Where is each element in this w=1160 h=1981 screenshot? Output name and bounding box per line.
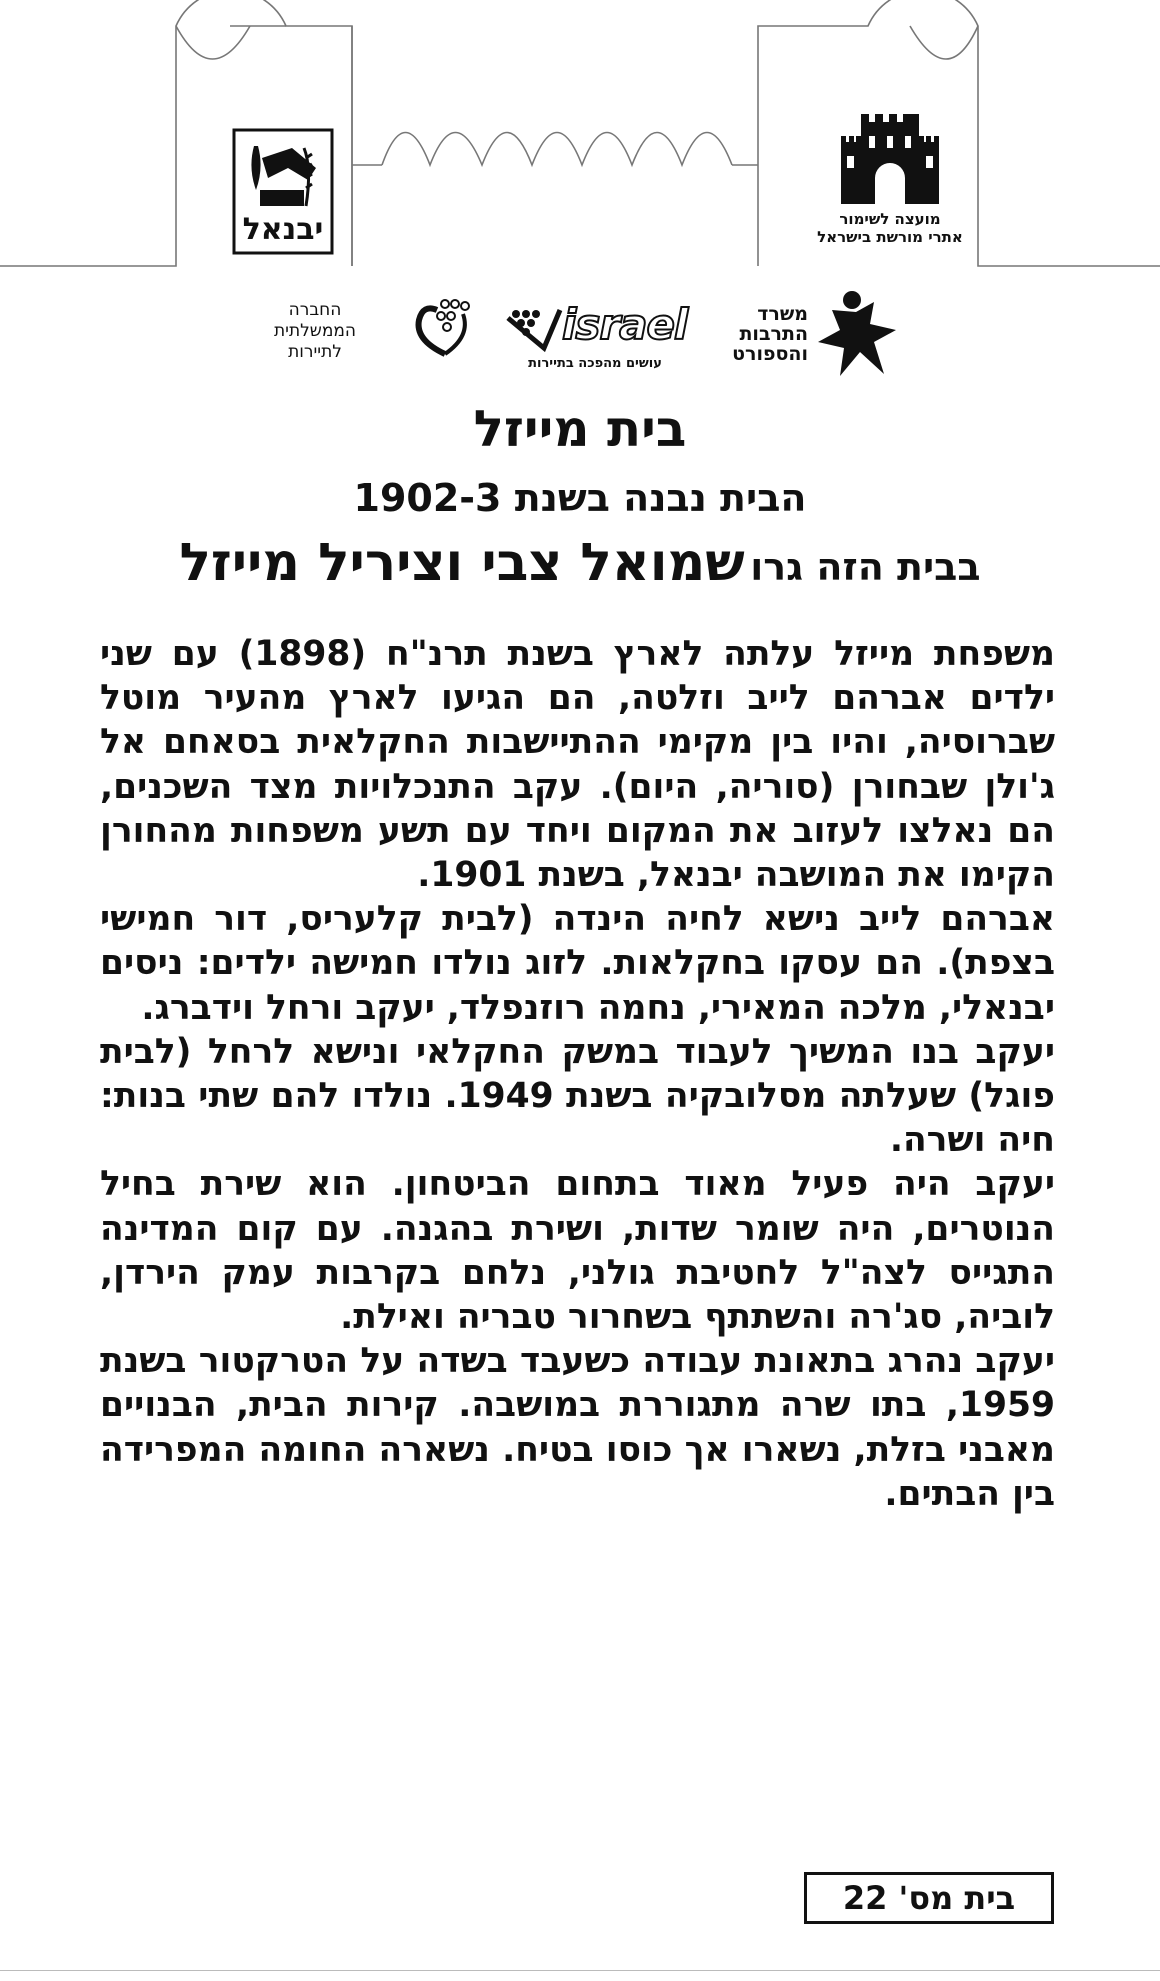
history-paragraph-1: משפחת מייזל עלתה לארץ בשנת תרנ"ח (1898) עם שני ילדים אברהם לייב וזלטה, הם הגיעו לארץ מהעיר מוטל שברוסיה, והיו בין מקימי ההתיישבות החקלאית בסאחם אל ג'ולן שבחורן (סוריה, היום). עקב התנכלויות מצד השכנים, הם נאלצו לעזוב את המקום ויחד עם תשע משפחות מהחורן הקימו את המושבה יבנאל, בשנת 1901. <box>100 634 1055 896</box>
build-year-subtitle: הבית נבנה בשנת 1902-3 <box>353 476 807 520</box>
ministry-line-3: והספורט <box>732 343 808 365</box>
house-number-badge: בית מס' 22 <box>804 1872 1054 1924</box>
ministry-line-1: משרד <box>757 303 808 325</box>
israel-tourism-logo <box>500 298 690 378</box>
star-icon <box>814 290 898 380</box>
council-caption-line-2: אתרי מורשת בישראל <box>817 228 963 246</box>
ministry-culture-sport-logo <box>718 290 898 380</box>
gov-company-line-2: הממשלתית <box>273 321 357 341</box>
israel-wordmark: israel <box>562 300 688 349</box>
bottom-divider <box>0 1970 1160 1971</box>
history-text <box>100 632 1055 1516</box>
residents-names: שמואל צבי וציריל מייזל <box>179 533 745 593</box>
page-title: בית מייזל <box>473 400 687 458</box>
sponsor-logos <box>260 290 900 380</box>
residents-heading <box>0 533 1160 593</box>
wall-outline-frame <box>0 0 1160 280</box>
residents-prefix: בבית הזה גרו <box>750 545 981 589</box>
ministry-line-2: התרבות <box>739 323 808 345</box>
gov-tourism-company-logo <box>260 294 475 374</box>
history-paragraph-3: יעקב בנו המשיך לעבוד במשק החקלאי ונישא לרחל (לבית פוגל) שעלתה מסלובקיה בשנת 1949. נולדו להם שתי בנות: חיה ושרה. <box>100 1031 1056 1161</box>
history-paragraph-4: יעקב היה פעיל מאוד בתחום הביטחון. הוא שירת בחיל הנוטרים, היה שומר שדות, ושירת בהגנה. עם קום המדינה התגייס לצה"ל לחטיבת גולני, נלחם בקרבות עמק הירדן, לוביה, סג'רה והשתתף בשחרור טבריה ואילת. <box>100 1164 1055 1338</box>
history-paragraph-5: יעקב נהרג בתאונת עבודה כשעבד בשדה על הטרקטור בשנת 1959, בתו שרה מתגוררת במושבה. קירות הבית, הבנויים מאבני בזלת, נשארו אך כוסו בטיח. נשארה החומה המפרידה בין הבתים. <box>100 1341 1055 1514</box>
council-caption-line-1: מועצה לשימור <box>839 210 941 228</box>
yavneel-logo <box>232 128 334 255</box>
heart-grapes-icon <box>375 296 475 362</box>
gov-company-line-3: לתיירות <box>288 342 342 362</box>
castle-icon <box>835 112 945 206</box>
heritage-council-logo <box>800 112 980 246</box>
history-paragraph-2: אברהם לייב נישא לחיה הינדה (לבית קלעריס, דור חמישי בצפת). הם עסקו בחקלאות. לזוג נולדו חמישה ילדים: ניסים יבנאלי, מלכה המאירי, נחמה רוזנפלד, יעקב ורחל וידברג. <box>100 899 1055 1028</box>
israel-tagline: עושים מהפכה בתיירות <box>528 356 662 371</box>
yavneel-logo-text: יבנאל <box>242 212 324 247</box>
grapes-icon <box>504 304 564 354</box>
gov-company-line-1: החברה <box>288 300 342 320</box>
